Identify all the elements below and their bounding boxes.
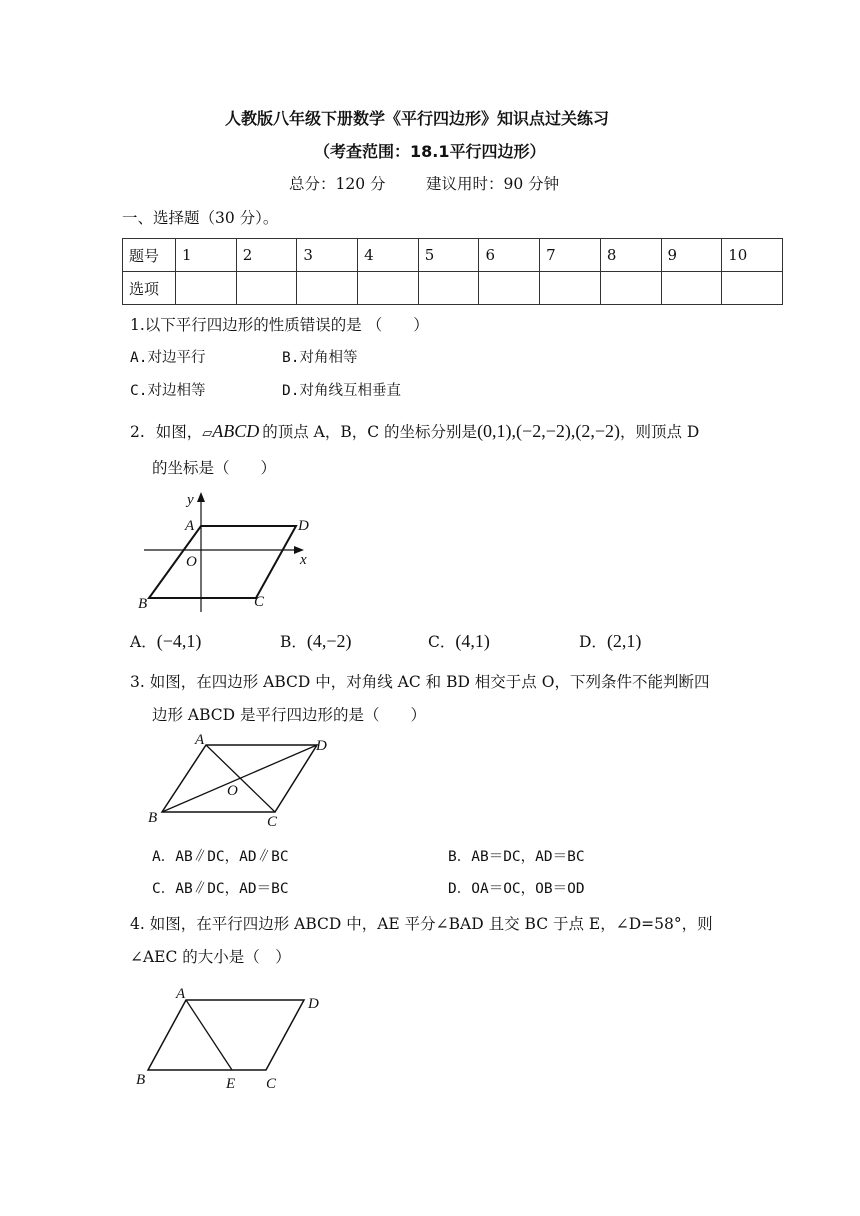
label-o: O	[227, 783, 238, 799]
option-value: (2,1)	[606, 631, 642, 651]
answer-cell[interactable]	[722, 272, 783, 305]
label-c: C	[267, 814, 278, 828]
question-3-figure	[144, 728, 344, 828]
parallelogram-name: ABCD	[212, 421, 260, 441]
question-2-coordinates: (0,1),(−2,−2),(2,−2)	[477, 421, 620, 441]
label-x: x	[300, 552, 307, 568]
y-axis-arrow-icon	[197, 492, 205, 502]
table-row	[123, 272, 783, 305]
question-1-option-c: C.对边相等	[130, 383, 206, 399]
question-3-option-b: B．AB＝DC，AD＝BC	[448, 849, 585, 865]
answer-cell[interactable]	[661, 272, 722, 305]
question-1-option-b: B.对角相等	[282, 350, 358, 366]
question-2-option-b	[280, 630, 352, 652]
option-letter: D．	[579, 633, 607, 651]
question-2-line1	[130, 420, 699, 442]
answer-cell[interactable]	[236, 272, 297, 305]
answer-cell[interactable]	[418, 272, 479, 305]
table-cell: 8	[600, 239, 661, 272]
question-2-option-c	[428, 630, 490, 652]
table-cell: 10	[722, 239, 783, 272]
question-2-line2: 的坐标是（ ）	[152, 459, 277, 477]
question-4-line2: ∠AEC 的大小是（ ）	[130, 948, 291, 966]
table-cell: 4	[358, 239, 419, 272]
parallelogram-symbol: ▱	[202, 426, 213, 441]
label-a: A	[185, 518, 195, 534]
total-score: 总分：120 分	[289, 175, 386, 193]
answer-cell[interactable]	[600, 272, 661, 305]
table-cell: 2	[236, 239, 297, 272]
label-a: A	[195, 732, 205, 748]
label-c: C	[266, 1076, 277, 1092]
question-2-option-a	[130, 630, 201, 652]
table-cell: 7	[540, 239, 601, 272]
table-header-option: 选项	[123, 272, 176, 305]
question-2-number: 2.	[130, 423, 145, 441]
page-subtitle: （考查范围：18.1平行四边形）	[314, 142, 546, 161]
parallelogram-abcd	[148, 1000, 304, 1070]
label-b: B	[138, 596, 148, 612]
answer-cell[interactable]	[540, 272, 601, 305]
question-2-figure	[132, 490, 332, 615]
table-header-question-number: 题号	[123, 239, 176, 272]
table-cell: 3	[297, 239, 358, 272]
option-letter: A．	[130, 633, 157, 651]
option-letter: B．	[280, 633, 307, 651]
label-b: B	[148, 810, 158, 826]
question-3-option-d: D．OA＝OC，OB＝OD	[448, 881, 585, 897]
label-y: y	[187, 492, 194, 508]
segment-ae	[186, 1000, 232, 1070]
parallelogram-abcd	[149, 526, 296, 598]
label-b: B	[136, 1072, 146, 1088]
label-a: A	[176, 986, 186, 1002]
answer-cell[interactable]	[358, 272, 419, 305]
question-2-stem-c: ，则顶点 D	[619, 423, 700, 441]
label-d: D	[308, 996, 319, 1012]
option-value: (4,1)	[455, 631, 490, 651]
answer-table	[122, 238, 783, 305]
option-value: (−4,1)	[156, 631, 202, 651]
question-3-option-a: A．AB∥DC，AD∥BC	[152, 849, 289, 865]
label-d: D	[298, 518, 309, 534]
suggested-time: 建议用时：90 分钟	[426, 175, 560, 193]
section-heading: 一、选择题（30 分）。	[122, 209, 279, 227]
label-c: C	[254, 594, 265, 610]
table-cell: 6	[479, 239, 540, 272]
diagonal-bd	[162, 745, 317, 812]
table-cell: 1	[176, 239, 237, 272]
page-title: 人教版八年级下册数学《平行四边形》知识点过关练习	[225, 109, 610, 128]
question-3-line1: 3. 如图，在四边形 ABCD 中，对角线 AC 和 BD 相交于点 O，下列条件不能判断四	[130, 673, 710, 691]
label-d: D	[316, 738, 327, 754]
question-1-option-a: A.对边平行	[130, 350, 206, 366]
question-1-option-d: D.对角线互相垂直	[282, 383, 401, 399]
option-letter: C．	[428, 633, 456, 651]
answer-cell[interactable]	[176, 272, 237, 305]
question-4-line1: 4. 如图，在平行四边形 ABCD 中，AE 平分∠BAD 且交 BC 于点 E，∠D=58°，则	[130, 915, 713, 933]
question-3-option-c: C．AB∥DC，AD＝BC	[152, 881, 289, 897]
question-2-stem-b: 的顶点 A，B，C 的坐标分别是	[262, 423, 478, 441]
question-1-stem: 1.以下平行四边形的性质错误的是 （ ）	[130, 316, 429, 334]
label-e: E	[226, 1076, 236, 1092]
question-2-option-d	[579, 630, 641, 652]
table-cell: 9	[661, 239, 722, 272]
table-cell: 5	[418, 239, 479, 272]
label-o: O	[186, 554, 197, 570]
option-value: (4,−2)	[306, 631, 352, 651]
answer-cell[interactable]	[297, 272, 358, 305]
answer-cell[interactable]	[479, 272, 540, 305]
question-3-line2: 边形 ABCD 是平行四边形的是（ ）	[152, 706, 427, 724]
question-4-figure	[132, 984, 332, 1094]
table-row	[123, 239, 783, 272]
question-2-stem-a: 如图，	[155, 423, 203, 441]
